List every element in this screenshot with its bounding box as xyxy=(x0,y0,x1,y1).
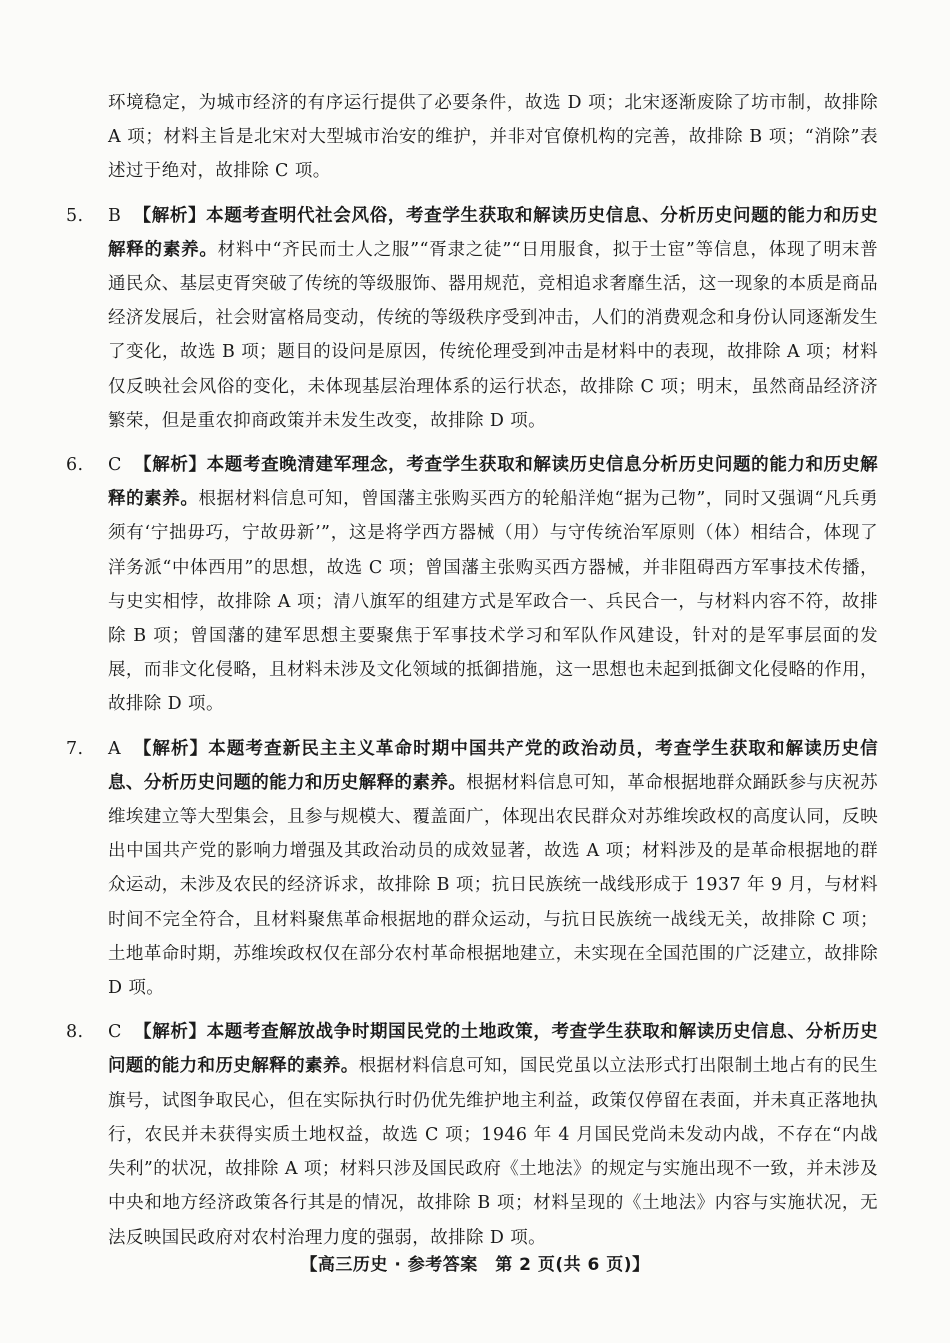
item-heading: 【解析】本题考查晚清建军理念，考查学生获取和解读历史信息分析历史问题的能力和历史解释的素养。 xyxy=(108,455,878,510)
item-body: 根据材料信息可知，革命根据地群众踊跃参与庆祝苏维埃建立等大型集会，且参与规模大、覆盖面广，体现出农民群众对苏维埃政权的高度认同，反映出中国共产党的影响力增强及其政治动员的成效显著，故选 A 项；材料涉及的是革命根据地的群众运动，未涉及农民的经济诉求，故排除 B 项；抗日民族统一战线形成于 1937 年 9 月，与材料时间不完全符合，且材料聚焦革命根据地的群众运动，与抗日民族统一战线无关，故排除 C 项；土地革命时期，苏维埃政权仅在部分农村革命根据地建立，未实现在全国范围的广泛建立，故排除 D 项。 xyxy=(108,772,878,999)
answer-item-5 xyxy=(66,199,879,438)
answer-content xyxy=(66,86,879,1265)
item-number: 8. xyxy=(66,1022,84,1043)
item-heading: 【解析】本题考查新民主主义革命时期中国共产党的政治动员，考查学生获取和解读历史信息、分析历史问题的能力和历史解释的素养。 xyxy=(108,738,878,793)
continued-paragraph: 环境稳定，为城市经济的有序运行提供了必要条件，故选 D 项；北宋逐渐废除了坊市制，故排除 A 项；材料主旨是北宋对大型城市治安的维护，并非对官僚机构的完善，故排除 B 项；“消除”表述过于绝对，故排除 C 项。 xyxy=(108,93,878,182)
item-body: 根据材料信息可知，国民党虽以立法形式打出限制土地占有的民生旗号，试图争取民心，但在实际执行时仍优先维护地主利益，政策仅停留在表面，并未真正落地执行，农民并未获得实质土地权益，故选 C 项；1946 年 4 月国民党尚未发动内战，不存在“内战失利”的状况，故排除 A 项；材料只涉及国民政府《土地法》的规定与实施出现不一致，并未涉及中央和地方经济政策各行其是的情况，故排除 B 项；材料呈现的《土地法》内容与实施状况，无法反映国民政府对农村治理力度的强弱，故排除 D 项。 xyxy=(108,1056,878,1248)
item-answer: C xyxy=(108,1022,122,1043)
item-heading: 【解析】本题考查明代社会风俗，考查学生获取和解读历史信息、分析历史问题的能力和历史解释的素养。 xyxy=(108,205,878,260)
answer-item-7 xyxy=(66,732,878,1006)
item-body: 根据材料信息可知，曾国藩主张购买西方的轮船洋炮“据为己物”，同时又强调“凡兵勇须有‘宁拙毋巧，宁故毋新’”，这是将学西方器械（用）与守传统治军原则（体）相结合，体现了洋务派“中体西用”的思想，故选 C 项；曾国藩主张购买西方器械，并非阻碍西方军事技术传播，与史实相悖，故排除 A 项；清八旗军的组建方式是军政合一、兵民合一，与材料内容不符，故排除 B 项；曾国藩的建军思想主要聚焦于军事技术学习和军队作风建设，针对的是军事层面的发展，而非文化侵略，且材料未涉及文化领域的抵御措施，这一思想也未起到抵御文化侵略的作用，故排除 D 项。 xyxy=(108,489,878,715)
item-answer: A xyxy=(108,738,122,759)
item-number: 5. xyxy=(66,205,84,226)
item-number: 7. xyxy=(66,738,84,759)
item-body: 材料中“齐民而士人之服”“胥隶之徒”“日用服食，拟于士宦”等信息，体现了明末普通民众、基层吏胥突破了传统的等级服饰、器用规范，竞相追求奢靡生活，这一现象的本质是商品经济发展后，社会财富格局变动，传统的等级秩序受到冲击，人们的消费观念和身份认同逐渐发生了变化，故选 B 项；题目的设问是原因，传统伦理受到冲击是材料中的表现，故排除 A 项；材料仅反映社会风俗的变化，未体现基层治理体系的运行状态，故排除 C 项；明末，虽然商品经济济繁荣，但是重农抑商政策并未发生改变，故排除 D 项。 xyxy=(108,239,879,431)
item-heading: 【解析】本题考查解放战争时期国民党的土地政策，考查学生获取和解读历史信息、分析历史问题的能力和历史解释的素养。 xyxy=(108,1022,878,1077)
answer-item-6 xyxy=(66,448,878,722)
item-answer: B xyxy=(108,205,122,226)
item-number: 6. xyxy=(66,455,84,476)
page-footer: 【高三历史 · 参考答案 第 2 页(共 6 页)】 xyxy=(300,1255,650,1275)
answer-item-8 xyxy=(66,1015,878,1254)
item-answer: C xyxy=(108,455,122,476)
